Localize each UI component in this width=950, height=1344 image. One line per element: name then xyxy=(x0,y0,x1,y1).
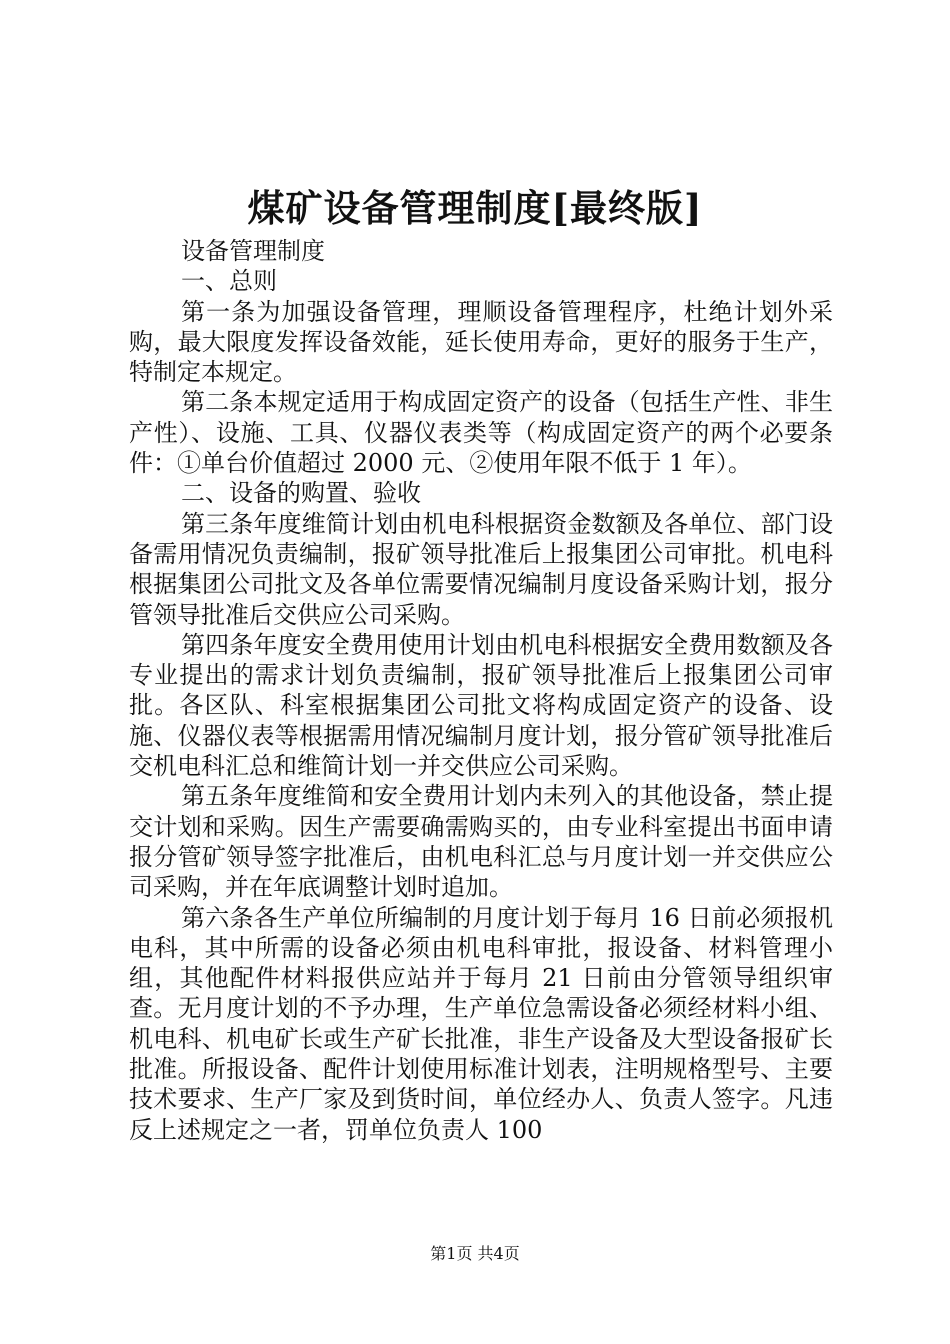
page-footer: 第1页 共4页 xyxy=(430,1244,520,1263)
document-body xyxy=(129,236,833,1145)
document-title: 煤矿设备管理制度[最终版] xyxy=(247,186,703,230)
article-paragraph: 第六条各生产单位所编制的月度计划于每月 16 日前必须报机电科，其中所需的设备必须由机电科审批，报设备、材料管理小组，其他配件材料报供应站并于每月 21 日前由分管领导组织审查。无月度计划的不予办理，生产单位急需设备必须经材料小组、机电科、机电矿长或生产矿长批准，非生产设备及大型设备报矿长批准。所报设备、配件计划使用标准计划表，注明规格型号、主要技术要求、生产厂家及到货时间，单位经办人、负责人签字。凡违反上述规定之一者，罚单位负责人 100 xyxy=(129,903,833,1144)
section-heading: 设备管理制度 xyxy=(181,237,325,265)
section-heading: 二、设备的购置、验收 xyxy=(181,479,421,508)
article-paragraph: 第三条年度维简计划由机电科根据资金数额及各单位、部门设备需用情况负责编制，报矿领导批准后上报集团公司审批。机电科根据集团公司批文及各单位需要情况编制月度设备采购计划，报分管领导批准后交供应公司采购。 xyxy=(129,509,833,629)
article-paragraph: 第二条本规定适用于构成固定资产的设备（包括生产性、非生产性）、设施、工具、仪器仪表类等（构成固定资产的两个必要条件：①单台价值超过 2000 元、②使用年限不低于 1 年）。 xyxy=(129,388,833,478)
section-heading: 一、总则 xyxy=(181,267,277,296)
article-paragraph: 第五条年度维简和安全费用计划内未列入的其他设备，禁止提交计划和采购。因生产需要确需购买的，由专业科室提出书面申请报分管矿领导签字批准后，由机电科汇总与月度计划一并交供应公司采购，并在年底调整计划时追加。 xyxy=(129,782,833,902)
article-paragraph: 第四条年度安全费用使用计划由机电科根据安全费用数额及各专业提出的需求计划负责编制，报矿领导批准后上报集团公司审批。各区队、科室根据集团公司批文将构成固定资产的设备、设施、仪器仪表等根据需用情况编制月度计划，报分管矿领导批准后交机电科汇总和维简计划一并交供应公司采购。 xyxy=(129,630,833,781)
article-paragraph: 第一条为加强设备管理，理顺设备管理程序，杜绝计划外采购，最大限度发挥设备效能，延长使用寿命，更好的服务于生产，特制定本规定。 xyxy=(129,297,833,387)
